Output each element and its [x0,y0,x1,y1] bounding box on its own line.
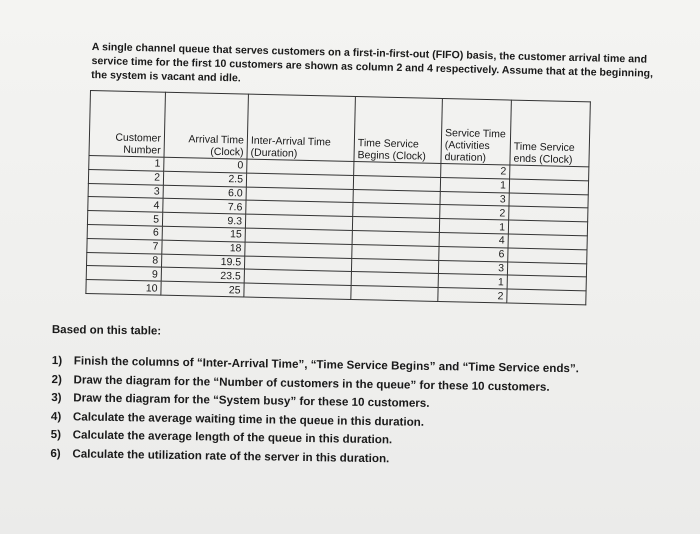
cell-service-time: 3 [440,191,509,206]
header-time-service-begins: Time Service Begins (Clock) [354,97,442,164]
task-number: 1) [51,353,63,368]
cell-arrival-time: 23.5 [161,268,244,284]
cell-arrival-time: 2.5 [163,171,246,187]
cell-service-time: 3 [438,260,507,275]
task-text: Calculate the utilization rate of the server in this duration. [72,446,390,465]
cell-customer-number: 8 [87,252,162,267]
task-text: Draw the diagram for the “System busy” for these 10 customers. [73,391,430,410]
cell-time-service-begins [351,286,438,302]
cell-service-time: 2 [441,163,510,178]
cell-customer-number: 1 [89,155,164,170]
cell-customer-number: 4 [88,197,163,212]
cell-customer-number: 3 [88,183,163,198]
queue-table [85,90,590,305]
cell-arrival-time: 7.6 [163,199,246,215]
task-text: Calculate the average waiting time in the queue in this duration. [72,409,425,429]
queue-table-container [85,90,590,305]
cell-customer-number: 2 [88,169,163,184]
based-on-table-label: Based on this table: [51,324,162,338]
cell-time-service-ends [507,289,586,305]
cell-service-time: 6 [439,246,508,261]
cell-service-time: 1 [439,219,508,234]
cell-service-time: 1 [438,274,507,289]
cell-customer-number: 10 [86,280,161,295]
task-text: Calculate the average length of the queue in this duration. [72,428,393,447]
header-time-service-ends: Time Service ends (Clock) [510,100,590,167]
cell-inter-arrival-time [244,283,351,299]
cell-arrival-time: 25 [161,281,244,297]
header-arrival-time: Arrival Time (Clock) [164,92,248,159]
cell-service-time: 4 [439,232,508,247]
cell-customer-number: 5 [87,211,162,226]
header-row [89,91,590,167]
cell-arrival-time: 9.3 [162,212,245,228]
cell-customer-number: 6 [87,224,162,239]
task-number: 6) [50,446,61,460]
task-number: 5) [50,427,62,442]
cell-service-time: 2 [440,205,509,220]
cell-arrival-time: 15 [162,226,245,242]
cell-customer-number: 9 [86,266,161,281]
task-number: 2) [51,372,62,386]
header-inter-arrival-time: Inter-Arrival Time (Duration) [247,94,355,161]
cell-customer-number: 7 [87,238,162,253]
cell-service-time: 2 [438,288,507,303]
cell-service-time: 1 [440,177,509,192]
task-number: 4) [50,409,62,423]
cell-arrival-time: 6.0 [163,185,246,201]
task-list [50,352,672,473]
cell-arrival-time: 19.5 [161,254,244,270]
task-text: Finish the columns of “Inter-Arrival Time”, “Time Service Begins” and “Time Service ends”. [73,354,580,376]
task-number: 3) [51,390,62,405]
intro-paragraph: A single channel queue that serves customers on a first-in-first-out (FIFO) basis, the customer arrival time and service time for the first 10 customers are shown as column 2 and 4 respectively. Assume that at the beginning, the system is vacant and idle. [91,40,654,85]
cell-arrival-time: 0 [164,157,247,173]
header-customer-number: Customer Number [89,91,165,158]
task-text: Draw the diagram for the “Number of customers in the queue” for these 10 customers. [73,372,550,394]
header-service-time: Service Time (Activities duration) [441,98,511,165]
cell-arrival-time: 18 [162,240,245,256]
